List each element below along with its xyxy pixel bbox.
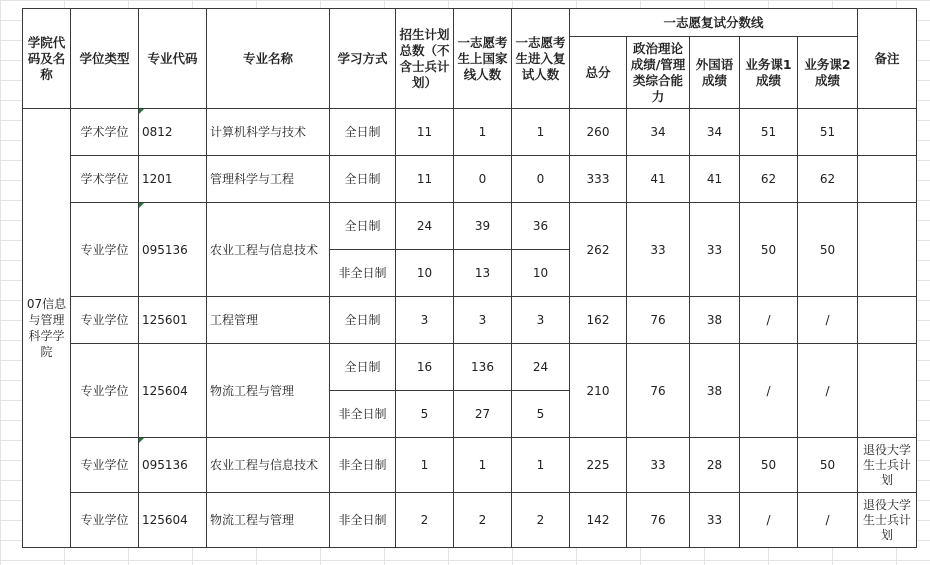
above-line-cell: 2	[454, 493, 512, 548]
above-line-cell: 27	[454, 391, 512, 438]
study-mode-cell: 非全日制	[330, 250, 396, 297]
retest-cell: 5	[512, 391, 570, 438]
retest-cell: 36	[512, 203, 570, 250]
plan-cell: 5	[396, 391, 454, 438]
above-line-cell: 3	[454, 297, 512, 344]
study-mode-cell: 非全日制	[330, 391, 396, 438]
degree-type-cell: 专业学位	[71, 344, 139, 438]
course2-score-cell: /	[798, 297, 858, 344]
study-mode-cell: 全日制	[330, 297, 396, 344]
course2-score-cell: /	[798, 493, 858, 548]
header-total: 总分	[570, 37, 627, 109]
above-line-cell: 136	[454, 344, 512, 391]
major-name-cell: 农业工程与信息技术	[207, 438, 330, 493]
remark-cell	[858, 297, 917, 344]
retest-cell: 10	[512, 250, 570, 297]
major-code-cell: 125601	[139, 297, 207, 344]
retest-cell: 1	[512, 438, 570, 493]
foreign-score-cell: 33	[690, 493, 740, 548]
retest-cell: 1	[512, 109, 570, 156]
foreign-score-cell: 34	[690, 109, 740, 156]
course2-score-cell: 62	[798, 156, 858, 203]
plan-cell: 3	[396, 297, 454, 344]
header-course2: 业务课2成绩	[798, 37, 858, 109]
foreign-score-cell: 38	[690, 344, 740, 438]
politics-score-cell: 76	[627, 493, 690, 548]
major-name-cell: 农业工程与信息技术	[207, 203, 330, 297]
plan-cell: 11	[396, 109, 454, 156]
foreign-score-cell: 33	[690, 203, 740, 297]
course2-score-cell: /	[798, 344, 858, 438]
total-score-cell: 210	[570, 344, 627, 438]
remark-cell	[858, 344, 917, 438]
major-code-cell: 0812	[139, 109, 207, 156]
plan-cell: 11	[396, 156, 454, 203]
above-line-cell: 1	[454, 438, 512, 493]
major-name-cell: 物流工程与管理	[207, 344, 330, 438]
course1-score-cell: 62	[740, 156, 798, 203]
retest-cell: 3	[512, 297, 570, 344]
major-name-cell: 计算机科学与技术	[207, 109, 330, 156]
politics-score-cell: 33	[627, 203, 690, 297]
degree-type-cell: 专业学位	[71, 203, 139, 297]
course1-score-cell: 50	[740, 438, 798, 493]
total-score-cell: 225	[570, 438, 627, 493]
course1-score-cell: /	[740, 344, 798, 438]
above-line-cell: 13	[454, 250, 512, 297]
foreign-score-cell: 38	[690, 297, 740, 344]
politics-score-cell: 34	[627, 109, 690, 156]
degree-type-cell: 学术学位	[71, 156, 139, 203]
total-score-cell: 260	[570, 109, 627, 156]
study-mode-cell: 非全日制	[330, 438, 396, 493]
total-score-cell: 162	[570, 297, 627, 344]
study-mode-cell: 非全日制	[330, 493, 396, 548]
plan-cell: 16	[396, 344, 454, 391]
study-mode-cell: 全日制	[330, 344, 396, 391]
header-foreign: 外国语成绩	[690, 37, 740, 109]
foreign-score-cell: 41	[690, 156, 740, 203]
retest-cell: 24	[512, 344, 570, 391]
degree-type-cell: 专业学位	[71, 297, 139, 344]
total-score-cell: 142	[570, 493, 627, 548]
header-score-group: 一志愿复试分数线	[570, 9, 858, 37]
course1-score-cell: /	[740, 297, 798, 344]
header-degree-type: 学位类型	[71, 9, 139, 109]
above-line-cell: 1	[454, 109, 512, 156]
header-remark: 备注	[858, 9, 917, 109]
plan-cell: 24	[396, 203, 454, 250]
remark-cell	[858, 109, 917, 156]
plan-cell: 1	[396, 438, 454, 493]
major-name-cell: 管理科学与工程	[207, 156, 330, 203]
plan-cell: 10	[396, 250, 454, 297]
course2-score-cell: 50	[798, 438, 858, 493]
major-code-cell: 1201	[139, 156, 207, 203]
above-line-cell: 39	[454, 203, 512, 250]
major-code-cell: 125604	[139, 493, 207, 548]
major-code-cell: 095136	[139, 438, 207, 493]
politics-score-cell: 33	[627, 438, 690, 493]
header-major-name: 专业名称	[207, 9, 330, 109]
foreign-score-cell: 28	[690, 438, 740, 493]
retest-cell: 0	[512, 156, 570, 203]
college-name: 07信息与管理科学学院	[23, 109, 71, 548]
degree-type-cell: 专业学位	[71, 438, 139, 493]
remark-cell: 退役大学生士兵计划	[858, 438, 917, 493]
politics-score-cell: 41	[627, 156, 690, 203]
total-score-cell: 333	[570, 156, 627, 203]
remark-cell	[858, 156, 917, 203]
politics-score-cell: 76	[627, 297, 690, 344]
course1-score-cell: 51	[740, 109, 798, 156]
course1-score-cell: /	[740, 493, 798, 548]
admission-score-table	[22, 8, 917, 548]
remark-cell: 退役大学生士兵计划	[858, 493, 917, 548]
degree-type-cell: 学术学位	[71, 109, 139, 156]
header-plan: 招生计划总数（不含士兵计划）	[396, 9, 454, 109]
study-mode-cell: 全日制	[330, 156, 396, 203]
degree-type-cell: 专业学位	[71, 493, 139, 548]
course2-score-cell: 51	[798, 109, 858, 156]
above-line-cell: 0	[454, 156, 512, 203]
retest-cell: 2	[512, 493, 570, 548]
header-above-line: 一志愿考生上国家线人数	[454, 9, 512, 109]
header-study-mode: 学习方式	[330, 9, 396, 109]
course1-score-cell: 50	[740, 203, 798, 297]
major-name-cell: 物流工程与管理	[207, 493, 330, 548]
major-code-cell: 095136	[139, 203, 207, 297]
major-name-cell: 工程管理	[207, 297, 330, 344]
course2-score-cell: 50	[798, 203, 858, 297]
header-retest: 一志愿考生进入复试人数	[512, 9, 570, 109]
header-college: 学院代码及名称	[23, 9, 71, 109]
total-score-cell: 262	[570, 203, 627, 297]
header-course1: 业务课1成绩	[740, 37, 798, 109]
major-code-cell: 125604	[139, 344, 207, 438]
study-mode-cell: 全日制	[330, 109, 396, 156]
header-major-code: 专业代码	[139, 9, 207, 109]
remark-cell	[858, 203, 917, 297]
header-politics: 政治理论成绩/管理类综合能力	[627, 37, 690, 109]
politics-score-cell: 76	[627, 344, 690, 438]
study-mode-cell: 全日制	[330, 203, 396, 250]
plan-cell: 2	[396, 493, 454, 548]
